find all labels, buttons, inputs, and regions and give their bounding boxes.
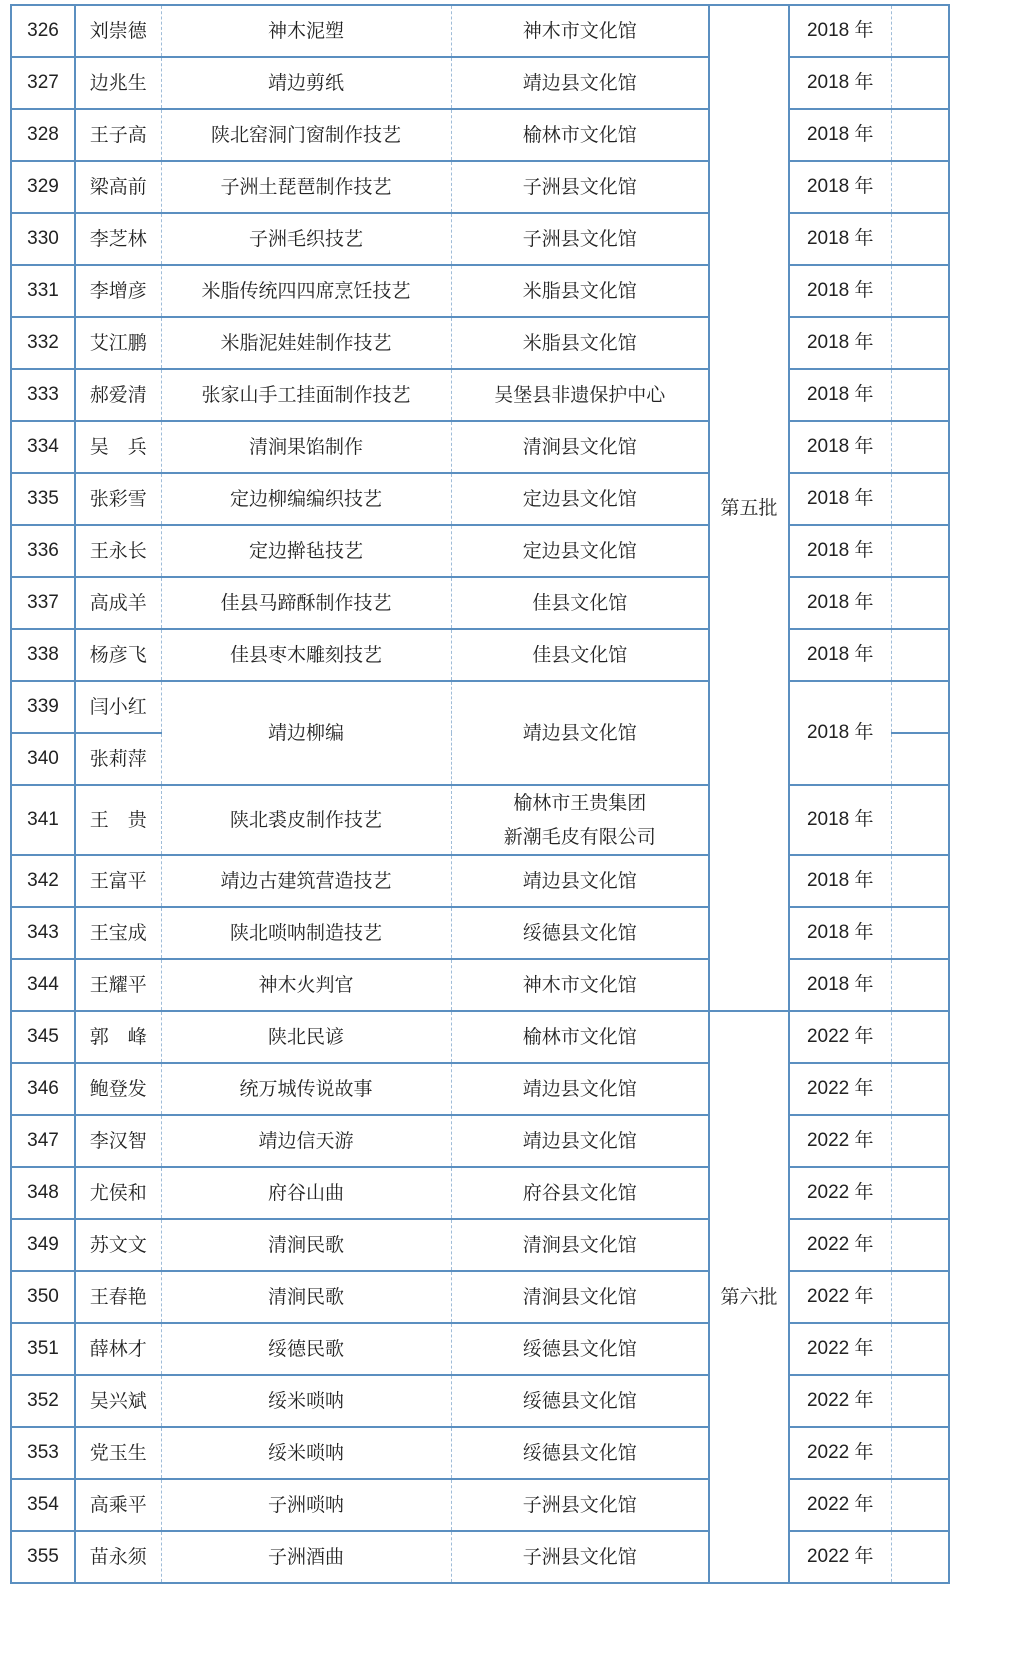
cell-unit: 吴堡县非遗保护中心 [451,369,709,421]
table-row [11,629,949,681]
cell-tail [891,213,949,265]
cell-tail [891,1115,949,1167]
cell-project: 靖边古建筑营造技艺 [161,855,451,907]
cell-unit: 子洲县文化馆 [451,1531,709,1583]
table-row [11,1427,949,1479]
cell-year: 2022 年 [789,1011,891,1063]
table-row [11,109,949,161]
cell-tail [891,421,949,473]
cell-name: 王耀平 [75,959,161,1011]
table-row [11,1063,949,1115]
table-row [11,1219,949,1271]
unit-line-2: 新潮毛皮有限公司 [503,826,656,848]
cell-project: 子洲酒曲 [161,1531,451,1583]
cell-tail [891,1011,949,1063]
cell-project: 绥米唢呐 [161,1427,451,1479]
cell-number: 355 [11,1531,75,1583]
cell-number: 327 [11,57,75,109]
cell-tail [891,1219,949,1271]
cell-unit: 定边县文化馆 [451,473,709,525]
table-row [11,855,949,907]
cell-unit: 绥德县文化馆 [451,1375,709,1427]
cell-number: 336 [11,525,75,577]
cell-tail [891,1375,949,1427]
cell-number: 334 [11,421,75,473]
cell-tail [891,785,949,855]
cell-name: 鲍登发 [75,1063,161,1115]
cell-name: 王永长 [75,525,161,577]
cell-number: 354 [11,1479,75,1531]
cell-name: 李增彦 [75,265,161,317]
cell-year: 2022 年 [789,1323,891,1375]
cell-number: 343 [11,907,75,959]
cell-name: 郝爱清 [75,369,161,421]
cell-number: 353 [11,1427,75,1479]
cell-number: 341 [11,785,75,855]
cell-project: 绥德民歌 [161,1323,451,1375]
cell-year: 2018 年 [789,907,891,959]
cell-number: 349 [11,1219,75,1271]
table-row [11,907,949,959]
cell-unit: 靖边县文化馆 [451,855,709,907]
cell-name: 苗永须 [75,1531,161,1583]
cell-number: 337 [11,577,75,629]
cell-tail [891,1063,949,1115]
unit-line-1: 榆林市王贵集团 [513,792,647,814]
table-row [11,525,949,577]
cell-tail [891,317,949,369]
cell-name: 张彩雪 [75,473,161,525]
cell-tail [891,57,949,109]
cell-tail [891,1531,949,1583]
cell-year: 2018 年 [789,421,891,473]
cell-project: 佳县马蹄酥制作技艺 [161,577,451,629]
cell-tail [891,907,949,959]
cell-tail [891,525,949,577]
cell-name: 王宝成 [75,907,161,959]
cell-number: 339 [11,681,75,733]
cell-project: 陕北民谚 [161,1011,451,1063]
cell-name: 高成羊 [75,577,161,629]
cell-unit: 清涧县文化馆 [451,421,709,473]
cell-year: 2022 年 [789,1479,891,1531]
cell-project: 统万城传说故事 [161,1063,451,1115]
cell-project: 绥米唢呐 [161,1375,451,1427]
cell-number: 340 [11,733,75,785]
cell-tail [891,473,949,525]
cell-name: 边兆生 [75,57,161,109]
cell-name: 高乘平 [75,1479,161,1531]
cell-year: 2018 年 [789,629,891,681]
table-row [11,473,949,525]
cell-number: 332 [11,317,75,369]
table-row [11,369,949,421]
cell-name: 王子高 [75,109,161,161]
cell-tail [891,109,949,161]
cell-unit: 米脂县文化馆 [451,265,709,317]
inheritor-table [10,4,950,1584]
cell-name: 王春艳 [75,1271,161,1323]
cell-unit: 佳县文化馆 [451,629,709,681]
cell-tail [891,1323,949,1375]
cell-project: 靖边柳编 [161,681,451,785]
cell-number: 352 [11,1375,75,1427]
cell-year: 2018 年 [789,109,891,161]
table-row [11,1375,949,1427]
table-row [11,1271,949,1323]
cell-tail [891,629,949,681]
cell-tail [891,265,949,317]
cell-year: 2022 年 [789,1271,891,1323]
cell-name: 闫小红 [75,681,161,733]
cell-number: 342 [11,855,75,907]
cell-project: 子洲唢呐 [161,1479,451,1531]
cell-year: 2018 年 [789,317,891,369]
cell-unit [451,785,709,855]
table-row [11,1115,949,1167]
cell-year: 2018 年 [789,57,891,109]
cell-number: 347 [11,1115,75,1167]
cell-unit: 绥德县文化馆 [451,907,709,959]
inheritor-table-wrapper [10,4,950,1584]
cell-year: 2018 年 [789,525,891,577]
cell-number: 331 [11,265,75,317]
cell-unit: 榆林市文化馆 [451,109,709,161]
cell-project: 清涧果馅制作 [161,421,451,473]
cell-unit: 绥德县文化馆 [451,1323,709,1375]
cell-unit: 清涧县文化馆 [451,1219,709,1271]
cell-unit: 子洲县文化馆 [451,213,709,265]
cell-project: 陕北裘皮制作技艺 [161,785,451,855]
cell-name: 张莉萍 [75,733,161,785]
cell-year: 2022 年 [789,1219,891,1271]
cell-unit: 子洲县文化馆 [451,161,709,213]
cell-unit: 靖边县文化馆 [451,681,709,785]
table-row [11,1323,949,1375]
cell-name: 杨彦飞 [75,629,161,681]
table-row [11,959,949,1011]
cell-unit: 米脂县文化馆 [451,317,709,369]
cell-project: 清涧民歌 [161,1219,451,1271]
cell-unit: 府谷县文化馆 [451,1167,709,1219]
cell-name: 李芝林 [75,213,161,265]
cell-project: 米脂传统四四席烹饪技艺 [161,265,451,317]
cell-unit: 神木市文化馆 [451,959,709,1011]
cell-unit: 清涧县文化馆 [451,1271,709,1323]
cell-unit: 子洲县文化馆 [451,1479,709,1531]
cell-number: 333 [11,369,75,421]
cell-name: 尤侯和 [75,1167,161,1219]
table-row [11,1167,949,1219]
cell-project: 张家山手工挂面制作技艺 [161,369,451,421]
cell-year: 2022 年 [789,1531,891,1583]
cell-unit: 绥德县文化馆 [451,1427,709,1479]
cell-year: 2018 年 [789,161,891,213]
cell-name: 李汉智 [75,1115,161,1167]
cell-project: 子洲土琵琶制作技艺 [161,161,451,213]
cell-unit: 神木市文化馆 [451,5,709,57]
cell-name: 艾江鹏 [75,317,161,369]
cell-name: 郭 峰 [75,1011,161,1063]
cell-year: 2018 年 [789,855,891,907]
batch-cell-fifth: 第五批 [709,5,789,1011]
cell-year: 2018 年 [789,265,891,317]
cell-project: 靖边剪纸 [161,57,451,109]
cell-name: 王 贵 [75,785,161,855]
cell-project: 米脂泥娃娃制作技艺 [161,317,451,369]
cell-project: 府谷山曲 [161,1167,451,1219]
cell-project: 靖边信天游 [161,1115,451,1167]
cell-tail [891,1479,949,1531]
table-row [11,421,949,473]
table-row [11,577,949,629]
cell-name: 党玉生 [75,1427,161,1479]
table-row [11,161,949,213]
table-row [11,213,949,265]
cell-year: 2018 年 [789,369,891,421]
cell-tail [891,369,949,421]
cell-unit: 定边县文化馆 [451,525,709,577]
cell-tail [891,161,949,213]
cell-tail [891,733,949,785]
cell-project: 神木泥塑 [161,5,451,57]
cell-year: 2018 年 [789,681,891,785]
cell-tail [891,1271,949,1323]
cell-project: 清涧民歌 [161,1271,451,1323]
cell-year: 2022 年 [789,1167,891,1219]
cell-name: 薛林才 [75,1323,161,1375]
cell-tail [891,1167,949,1219]
table-row [11,57,949,109]
cell-number: 344 [11,959,75,1011]
cell-number: 328 [11,109,75,161]
cell-year: 2018 年 [789,5,891,57]
cell-project: 神木火判官 [161,959,451,1011]
cell-number: 330 [11,213,75,265]
table-row [11,317,949,369]
cell-unit: 靖边县文化馆 [451,57,709,109]
cell-tail [891,959,949,1011]
cell-number: 345 [11,1011,75,1063]
cell-year: 2018 年 [789,959,891,1011]
cell-name: 王富平 [75,855,161,907]
cell-year: 2022 年 [789,1063,891,1115]
cell-number: 346 [11,1063,75,1115]
cell-year: 2022 年 [789,1427,891,1479]
cell-unit: 靖边县文化馆 [451,1063,709,1115]
batch-cell-sixth: 第六批 [709,1011,789,1583]
cell-unit: 靖边县文化馆 [451,1115,709,1167]
cell-year: 2018 年 [789,577,891,629]
table-row [11,1011,949,1063]
cell-year: 2022 年 [789,1115,891,1167]
cell-project: 定边擀毡技艺 [161,525,451,577]
cell-year: 2022 年 [789,1375,891,1427]
cell-project: 佳县枣木雕刻技艺 [161,629,451,681]
cell-name: 梁高前 [75,161,161,213]
table-row [11,265,949,317]
cell-number: 351 [11,1323,75,1375]
table-row [11,681,949,733]
table-row [11,1479,949,1531]
table-row [11,5,949,57]
cell-number: 326 [11,5,75,57]
cell-project: 定边柳编编织技艺 [161,473,451,525]
table-row [11,1531,949,1583]
cell-name: 吴兴斌 [75,1375,161,1427]
cell-name: 苏文文 [75,1219,161,1271]
cell-name: 吴 兵 [75,421,161,473]
cell-tail [891,5,949,57]
cell-unit: 榆林市文化馆 [451,1011,709,1063]
cell-number: 338 [11,629,75,681]
cell-year: 2018 年 [789,213,891,265]
cell-tail [891,1427,949,1479]
cell-name: 刘崇德 [75,5,161,57]
cell-tail [891,681,949,733]
cell-year: 2018 年 [789,785,891,855]
cell-tail [891,855,949,907]
cell-number: 329 [11,161,75,213]
table-row [11,785,949,855]
cell-project: 陕北唢呐制造技艺 [161,907,451,959]
cell-unit: 佳县文化馆 [451,577,709,629]
cell-project: 陕北窑洞门窗制作技艺 [161,109,451,161]
cell-number: 348 [11,1167,75,1219]
cell-project: 子洲毛织技艺 [161,213,451,265]
table-body [11,5,949,1583]
cell-number: 350 [11,1271,75,1323]
cell-tail [891,577,949,629]
cell-number: 335 [11,473,75,525]
cell-year: 2018 年 [789,473,891,525]
